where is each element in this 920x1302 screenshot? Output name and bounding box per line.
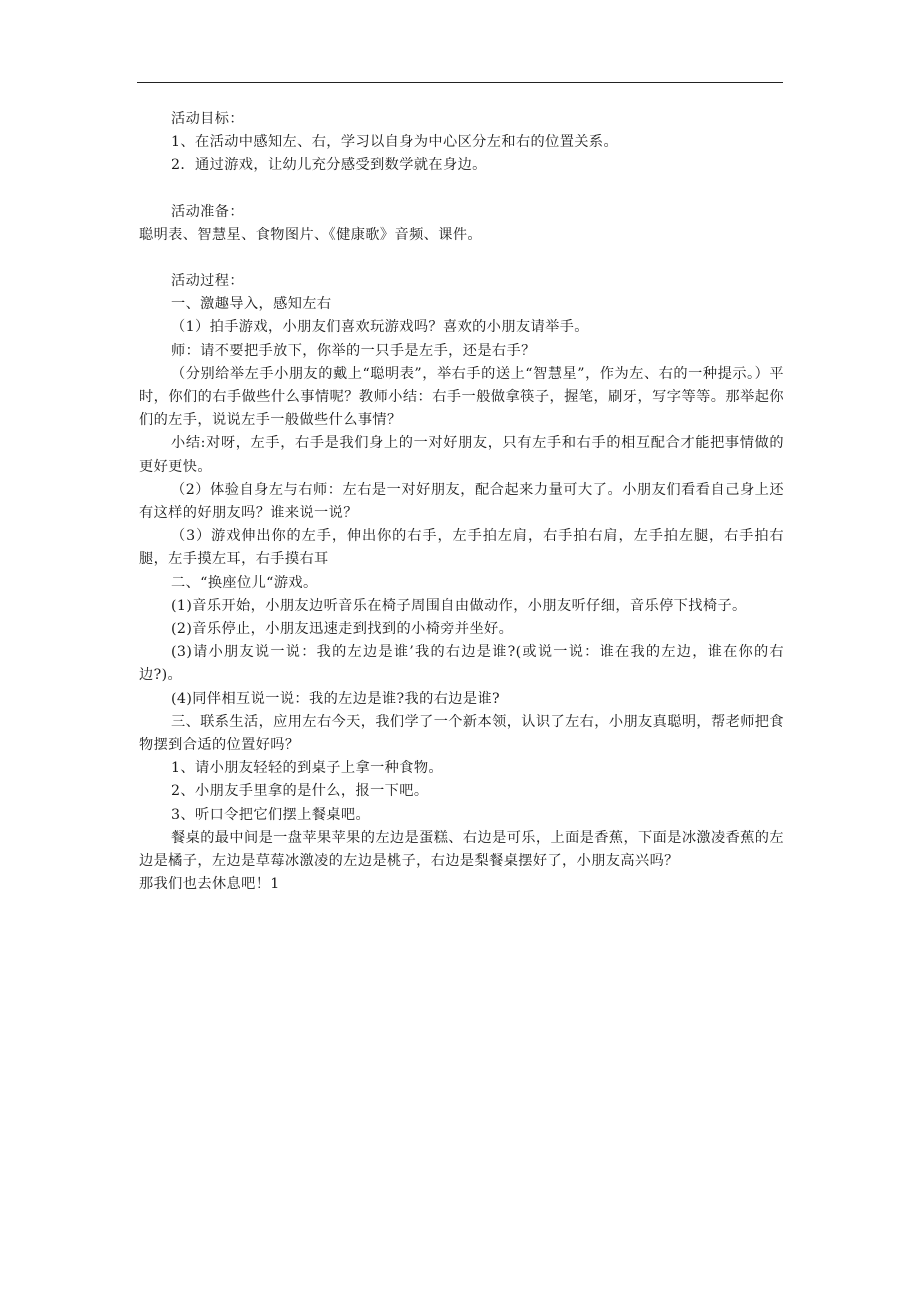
process-paragraph: 2、小朋友手里拿的是什么，报一下吧。 (171, 783, 429, 800)
process-section-heading: 三、联系生活，应用左右今天，我们学了一个新本领，认识了左右，小朋友真聪明，帮老师把食物摆到合适的位置好吗？ (139, 713, 784, 754)
prep-heading: 活动准备： (171, 203, 244, 220)
process-paragraph: (3)请小朋友说一说：我的左边是谁’我的右边是谁?(或说一说：谁在我的左边，谁在你的右边?)。 (139, 644, 784, 684)
process-paragraph: (2)音乐停止，小朋友迅速走到找到的小椅旁并坐好。 (171, 621, 514, 638)
document-body (139, 108, 784, 897)
goal-item: 2．通过游戏，让幼儿充分感受到数学就在身边。 (171, 157, 487, 174)
process-paragraph: 3、听口令把它们摆上餐桌吧。 (171, 806, 371, 823)
process-paragraph: （3）游戏伸出你的左手，伸出你的右手，左手拍左肩，右手拍右肩，左手拍左腿，右手拍右腿，左手摸左耳，右手摸右耳 (139, 528, 784, 568)
process-heading: 活动过程： (171, 273, 244, 290)
closing-line: 那我们也去休息吧！1 (139, 876, 280, 893)
goals-heading: 活动目标： (171, 111, 244, 127)
process-section-heading: 一、激趣导入，感知左右 (171, 296, 332, 313)
process-paragraph: 1、请小朋友轻轻的到桌子上拿一种食物。 (171, 760, 444, 777)
process-paragraph: 师：请不要把手放下，你举的一只手是左手，还是右手？ (171, 342, 536, 359)
process-paragraph: （分别给举左手小朋友的戴上“聪明表”，举右手的送上“智慧星”，作为左、右的一种提示。）平时，你们的右手做些什么事情呢？教师小结：右手一般做拿筷子，握笔，刷牙，写字等等。那举起你们的左手，说说左手一般做些什么事情？ (139, 365, 784, 429)
header-rule (137, 82, 783, 83)
process-section-heading: 二、“换座位儿“游戏。 (171, 574, 318, 591)
process-paragraph: (4)同伴相互说一说：我的左边是谁?我的右边是谁? (171, 690, 501, 707)
goal-item: 1、在活动中感知左、右，学习以自身为中心区分左和右的位置关系。 (171, 134, 619, 151)
prep-text: 聪明表、智慧星、食物图片、《健康歌》音频、课件。 (139, 226, 483, 243)
process-paragraph: (1)音乐开始，小朋友边听音乐在椅子周围自由做动作，小朋友听仔细，音乐停下找椅子。 (171, 597, 747, 614)
process-paragraph: （1）拍手游戏，小朋友们喜欢玩游戏吗？喜欢的小朋友请举手。 (171, 319, 589, 336)
process-paragraph: 小结:对呀，左手，右手是我们身上的一对好朋友，只有左手和右手的相互配合才能把事情做的更好更快。 (139, 435, 784, 475)
process-paragraph: （2）体验自身左与右师：左右是一对好朋友，配合起来力量可大了。小朋友们看看自己身上还有这样的好朋友吗？谁来说一说？ (139, 481, 784, 522)
process-paragraph: 餐桌的最中间是一盘苹果苹果的左边是蛋糕、右边是可乐，上面是香蕉，下面是冰激凌香蕉的左边是橘子，左边是草莓冰激凌的左边是桃子，右边是梨餐桌摆好了，小朋友高兴吗？ (139, 829, 784, 870)
